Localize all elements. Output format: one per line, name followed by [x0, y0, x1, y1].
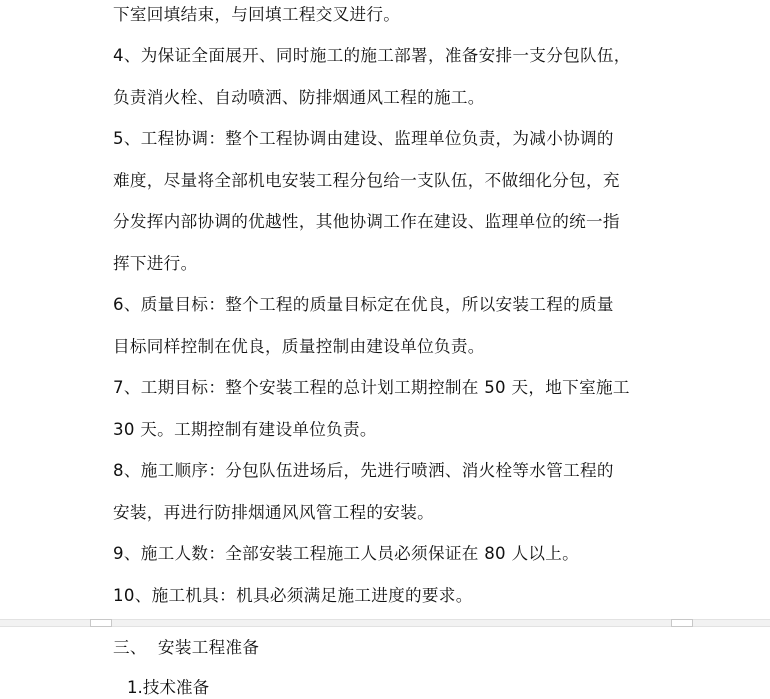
text-line: 目标同样控制在优良，质量控制由建设单位负责。: [113, 337, 485, 356]
text-line: 安装，再进行防排烟通风风管工程的安装。: [113, 503, 434, 522]
text-line: 分发挥内部协调的优越性，其他协调工作在建设、监理单位的统一指: [113, 212, 620, 231]
text-line: 7、工期目标：整个安装工程的总计划工期控制在 50 天，地下室施工: [113, 378, 630, 397]
text-line: 5、工程协调：整个工程协调由建设、监理单位负责，为减小协调的: [113, 129, 614, 148]
cut-off-line-text: 1.技术准备: [127, 678, 210, 697]
text-line: 9、施工人数：全部安装工程施工人员必须保证在 80 人以上。: [113, 544, 580, 563]
page-break: [0, 619, 770, 627]
page-corner-mark-right: [671, 619, 693, 627]
text-line: 下室回填结束，与回填工程交叉进行。: [113, 5, 401, 24]
section-heading: 三、 安装工程准备: [113, 638, 260, 657]
text-line: 挥下进行。: [113, 254, 198, 273]
text-line: 难度，尽量将全部机电安装工程分包给一支队伍，不做细化分包，充: [113, 171, 620, 190]
text-line: 负责消火栓、自动喷洒、防排烟通风工程的施工。: [113, 88, 485, 107]
text-line: 6、质量目标：整个工程的质量目标定在优良，所以安装工程的质量: [113, 295, 614, 314]
page-corner-mark-left: [90, 619, 112, 627]
text-line: 4、为保证全面展开、同时施工的施工部署，准备安排一支分包队伍，: [113, 46, 631, 65]
text-line: 10、施工机具：机具必须满足施工进度的要求。: [113, 586, 473, 605]
text-line: 30 天。工期控制有建设单位负责。: [113, 420, 377, 439]
cut-off-line: [127, 672, 210, 697]
text-line: 8、施工顺序：分包队伍进场后，先进行喷洒、消火栓等水管工程的: [113, 461, 614, 480]
